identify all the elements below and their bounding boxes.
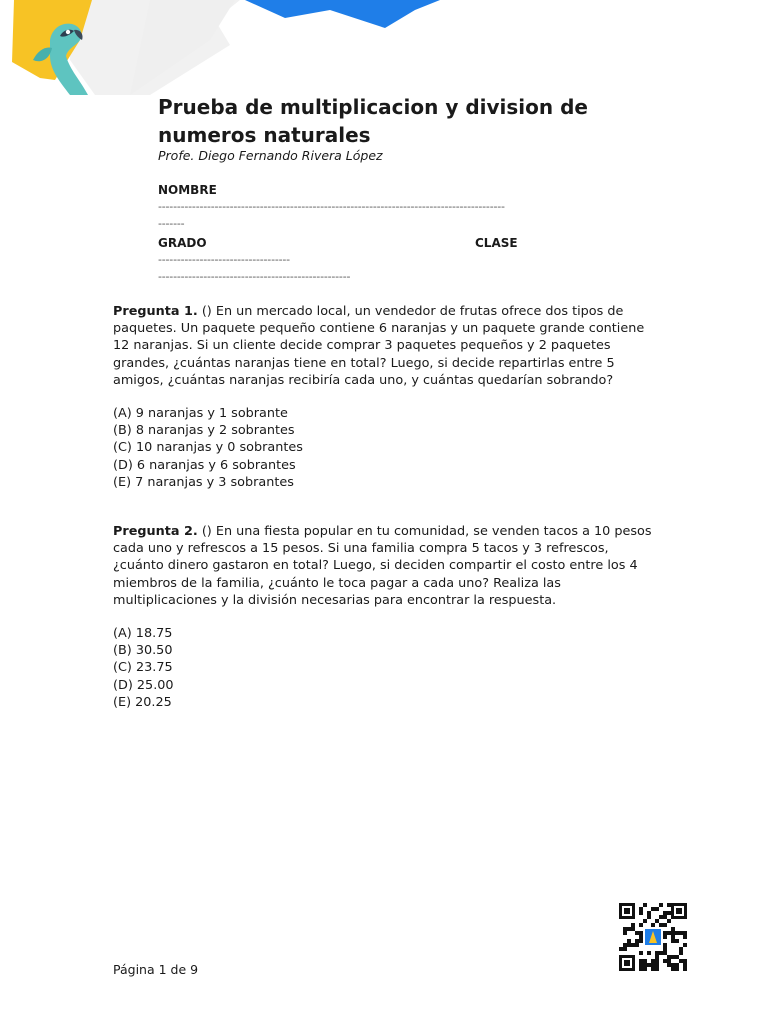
question-1-body: () En un mercado local, un vendedor de frutas ofrece dos tipos de paquetes. Un paquete pequeño contiene 6 naranjas y un paquete grande contiene 12 naranjas. Si un cliente decide comprar 3 paquetes pequeños y 2 paquetes grandes, ¿cuántas naranjas tiene en total? Luego, si decide repartirlas entre 5 amigos, ¿cuántas naranjas recibiría cada uno, y cuántas quedarían sobrando?	[113, 304, 645, 388]
qr-module	[667, 963, 671, 967]
nombre-label: NOMBRE	[158, 183, 217, 197]
qr-module	[639, 923, 643, 927]
qr-module	[639, 963, 643, 967]
qr-module	[627, 939, 631, 943]
qr-module	[659, 951, 663, 955]
clase-line: ---------------------------------------------------	[158, 270, 351, 283]
question-2-body: () En una fiesta popular en tu comunidad, se venden tacos a 10 pesos cada uno y refrescos a 15 pesos. Si una familia compra 5 tacos y 3 refrescos, ¿cuánto dinero gastaron en total? Luego, si deciden compartir el costo entre los 4 miembros de la familia, ¿cuánto le toca pagar a cada uno? Realiza las multiplicaciones y la división necesarias para encontrar la respuesta.	[113, 524, 652, 608]
question-2-number: Pregunta 2.	[113, 524, 198, 539]
qr-module	[635, 939, 639, 943]
qr-module	[675, 955, 679, 959]
qr-module	[663, 943, 667, 947]
qr-module	[651, 963, 655, 967]
qr-module	[683, 935, 687, 939]
qr-module	[655, 907, 659, 911]
qr-module	[631, 927, 635, 931]
qr-module	[683, 963, 687, 967]
qr-module	[655, 963, 659, 967]
qr-module	[683, 943, 687, 947]
question-1-text	[113, 303, 658, 389]
qr-module	[663, 911, 667, 915]
clase-label: CLASE	[475, 236, 518, 250]
qr-module	[667, 959, 671, 963]
option-e: (E) 7 naranjas y 3 sobrantes	[113, 474, 294, 490]
option-d: (D) 6 naranjas y 6 sobrantes	[113, 457, 296, 473]
qr-module	[647, 915, 651, 919]
qr-module	[639, 939, 643, 943]
qr-module	[655, 919, 659, 923]
qr-module	[671, 927, 675, 931]
qr-module	[663, 915, 667, 919]
qr-module	[639, 931, 643, 935]
qr-module	[643, 967, 647, 971]
qr-module	[679, 951, 683, 955]
qr-module	[655, 967, 659, 971]
qr-module	[659, 923, 663, 927]
qr-module	[623, 943, 627, 947]
qr-module	[647, 951, 651, 955]
grado-label: GRADO	[158, 236, 207, 250]
qr-module	[635, 931, 639, 935]
question-1-number: Pregunta 1.	[113, 304, 198, 319]
qr-module	[643, 963, 647, 967]
qr-module	[651, 923, 655, 927]
qr-module	[623, 931, 627, 935]
qr-module	[679, 931, 683, 935]
question-2-text	[113, 523, 658, 609]
qr-module	[663, 951, 667, 955]
qr-center-logo	[645, 929, 661, 945]
qr-module	[659, 903, 663, 907]
qr-module	[647, 911, 651, 915]
option-a: (A) 18.75	[113, 626, 173, 642]
qr-module	[651, 959, 655, 963]
qr-module	[659, 915, 663, 919]
qr-module	[675, 963, 679, 967]
qr-module	[651, 907, 655, 911]
option-d: (D) 25.00	[113, 677, 174, 693]
blue-shape	[245, 0, 440, 28]
author-line: Profe. Diego Fernando Rivera López	[158, 148, 383, 163]
qr-module	[623, 947, 627, 951]
qr-module	[667, 919, 671, 923]
qr-module	[667, 955, 671, 959]
qr-module	[683, 967, 687, 971]
question-2	[113, 523, 658, 711]
qr-module	[639, 935, 643, 939]
header-decoration	[0, 0, 768, 100]
option-c: (C) 23.75	[113, 660, 173, 676]
question-1-options	[113, 405, 658, 491]
qr-module	[683, 931, 687, 935]
option-b: (B) 8 naranjas y 2 sobrantes	[113, 423, 295, 439]
qr-module	[647, 963, 651, 967]
qr-module	[667, 931, 671, 935]
qr-module	[663, 947, 667, 951]
qr-module	[671, 963, 675, 967]
question-2-options	[113, 625, 658, 711]
qr-module	[655, 959, 659, 963]
qr-module	[631, 943, 635, 947]
qr-module	[671, 939, 675, 943]
qr-module	[663, 935, 667, 939]
nombre-line: --------------------------------------------------------------------------------------------	[158, 200, 505, 213]
qr-code[interactable]	[619, 903, 687, 971]
qr-module	[639, 907, 643, 911]
qr-module	[675, 931, 679, 935]
qr-module	[663, 959, 667, 963]
qr-module	[627, 927, 631, 931]
qr-module	[671, 931, 675, 935]
qr-module	[679, 959, 683, 963]
qr-module	[643, 919, 647, 923]
option-c: (C) 10 naranjas y 0 sobrantes	[113, 440, 303, 456]
qr-module	[683, 959, 687, 963]
qr-module	[671, 967, 675, 971]
qr-module	[635, 943, 639, 947]
qr-module	[639, 959, 643, 963]
qr-module	[643, 959, 647, 963]
page-number: Página 1 de 9	[113, 962, 199, 977]
qr-module	[643, 903, 647, 907]
qr-module	[663, 931, 667, 935]
option-a: (A) 9 naranjas y 1 sobrante	[113, 406, 288, 422]
qr-module	[675, 939, 679, 943]
qr-module	[671, 935, 675, 939]
qr-module	[679, 947, 683, 951]
qr-module	[619, 947, 623, 951]
nombre-line-continued: -------	[158, 217, 185, 230]
question-1	[113, 303, 658, 491]
qr-module	[627, 943, 631, 947]
qr-module	[655, 955, 659, 959]
option-b: (B) 30.50	[113, 643, 173, 659]
qr-module	[675, 967, 679, 971]
qr-module	[631, 923, 635, 927]
qr-module	[639, 967, 643, 971]
qr-module	[671, 955, 675, 959]
grado-line: -----------------------------------	[158, 253, 290, 266]
qr-module	[655, 951, 659, 955]
qr-module	[639, 911, 643, 915]
qr-module	[623, 927, 627, 931]
qr-module	[667, 903, 671, 907]
qr-module	[651, 967, 655, 971]
qr-module	[663, 923, 667, 927]
qr-module	[667, 911, 671, 915]
document-title: Prueba de multiplicacion y division de numeros naturales	[158, 95, 588, 147]
option-e: (E) 20.25	[113, 694, 172, 710]
qr-module	[639, 951, 643, 955]
